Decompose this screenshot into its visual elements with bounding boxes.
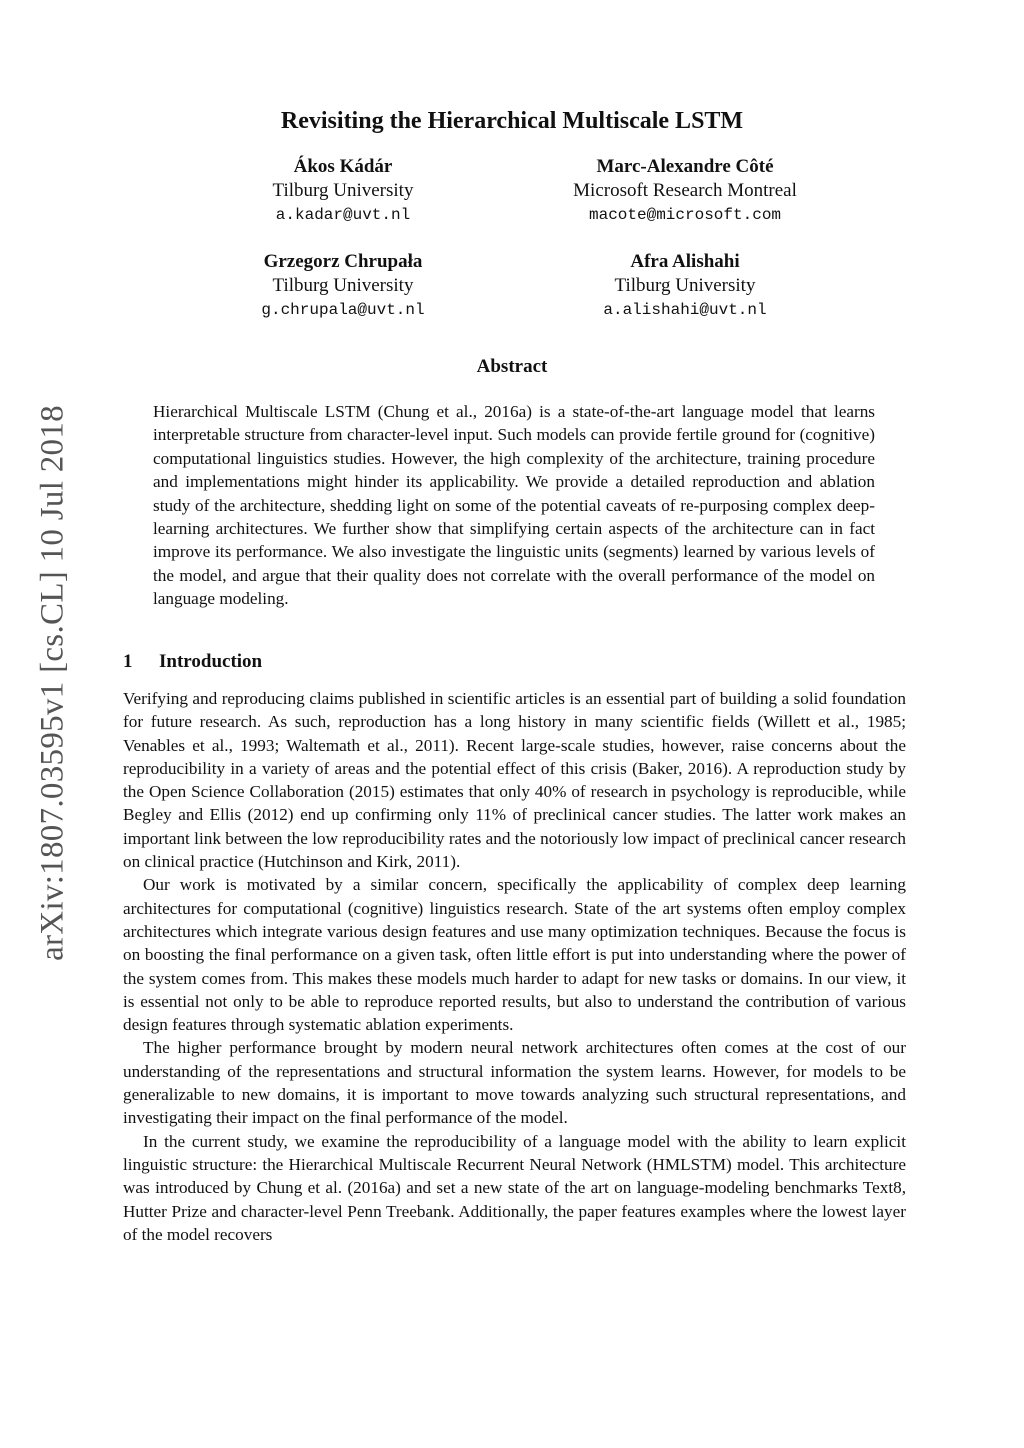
author-email: a.kadar@uvt.nl — [275, 206, 411, 224]
abstract-heading: Abstract — [476, 356, 548, 377]
body-paragraph: Verifying and reproducing claims published in scientific articles is an essential part of building a solid foundation for future research. As such, reproduction has a long history in many scientific fields (Willett et al., 1985; Venables et al., 1993; Waltemath et al., 2011). Recent large-scale studies, however, raise concerns about the reproducibility in a variety of areas and the potential effect of this crisis (Baker, 2016). A reproduction study by the Open Science Collaboration (2015) estimates that only 40% of research in psychology is reproducible, while Begley and Ellis (2012) end up confirming only 11% of preclinical cancer studies. The latter work makes an important link between the low reproducibility rates and the notoriously low impact of preclinical cancer research on clinical practice (Hutchinson and Kirk, 2011). — [123, 689, 906, 872]
body-paragraph: The higher performance brought by modern neural network architectures often comes at the cost of our understanding of the representations and structural information the system learns. However, for models to be generalizable to new domains, it is important to move towards analyzing such structural representations, and investigating their impact on the final performance of the model. — [123, 1038, 906, 1128]
section-number: 1 — [123, 651, 133, 672]
body-paragraph: In the current study, we examine the reproducibility of a language model with the ability to learn explicit linguistic structure: the Hierarchical Multiscale Recurrent Neural Network (HMLSTM) model. This architecture was introduced by Chung et al. (2016a) and set a new state of the art on language-modeling benchmarks Text8, Hutter Prize and character-level Penn Treebank. Additionally, the paper features examples where the lowest layer of the model recovers — [123, 1131, 906, 1244]
author-block — [525, 250, 845, 322]
author-name: Grzegorz Chrupała — [263, 251, 423, 272]
body-paragraph: Our work is motivated by a similar concern, specifically the applicability of complex deep learning architectures for computational (cognitive) linguistics research. State of the art systems often employ complex architectures which integrate various design features and use many optimization techniques. Because the focus is on boosting the final performance on a given task, often little effort is put into understanding where the power of the system comes from. This makes these models much harder to adapt for new tasks or domains. In our view, it is essential not only to be able to reproduce reported results, but also to understand the contribution of various design features through systematic ablation experiments. — [123, 875, 906, 1035]
author-affiliation: Tilburg University — [272, 275, 414, 296]
author-affiliation: Tilburg University — [614, 275, 756, 296]
author-name: Marc-Alexandre Côté — [596, 156, 774, 177]
author-name: Ákos Kádár — [293, 156, 393, 177]
author-email: g.chrupala@uvt.nl — [261, 301, 425, 319]
author-block — [183, 155, 503, 227]
section-title: Introduction — [159, 651, 263, 672]
author-email: macote@microsoft.com — [588, 206, 782, 224]
author-affiliation: Microsoft Research Montreal — [573, 180, 797, 201]
author-email: a.alishahi@uvt.nl — [603, 301, 767, 319]
abstract-text: Hierarchical Multiscale LSTM (Chung et al., 2016a) is a state-of-the-art language model that learns interpretable structure from character-level input. Such models can provide fertile ground for (cognitive) computational linguistics studies. However, the high complexity of the architecture, training procedure and implementations might hinder its applicability. We provide a detailed reproduction and ablation study of the architecture, shedding light on some of the potential caveats of re-purposing complex deep-learning architectures. We further show that simplifying certain aspects of the architecture can in fact improve its performance. We also investigate the linguistic units (segments) learned by various levels of the model, and argue that their quality does not correlate with the overall performance of the model on language modeling. — [153, 402, 875, 609]
arxiv-identifier — [36, 280, 70, 1085]
author-affiliation: Tilburg University — [272, 180, 414, 201]
author-block — [525, 155, 845, 227]
author-block — [183, 250, 503, 322]
section-heading — [123, 651, 262, 673]
paper-title: Revisiting the Hierarchical Multiscale LSTM — [280, 108, 744, 134]
arxiv-identifier-text: arXiv:1807.03595v1 [cs.CL] 10 Jul 2018 — [34, 404, 71, 961]
author-name: Afra Alishahi — [630, 251, 740, 272]
section-body — [123, 687, 906, 1246]
